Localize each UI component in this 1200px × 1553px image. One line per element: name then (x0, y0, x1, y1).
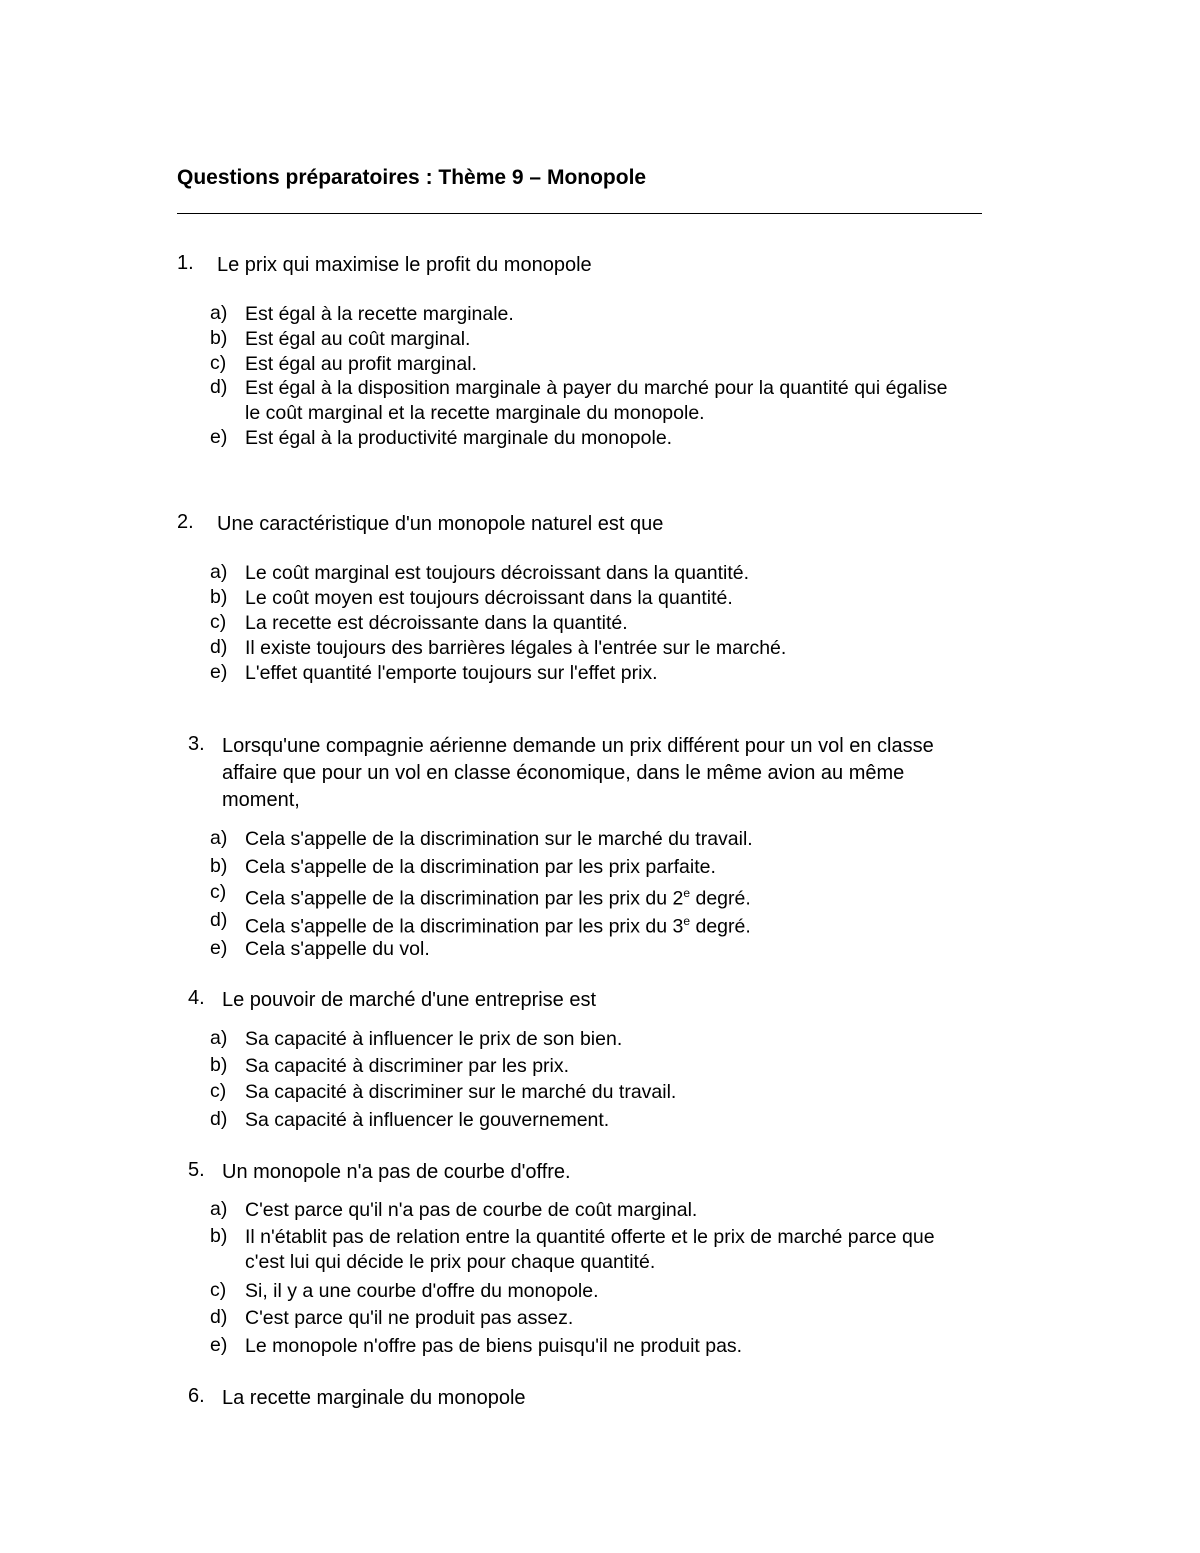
option-text-line: Cela s'appelle de la discrimination sur le marché du travail. (245, 828, 753, 850)
option-text-line: Cela s'appelle du vol. (245, 938, 430, 960)
option-text-main: Cela s'appelle de la discrimination par les prix du 2 (245, 887, 684, 910)
option-letter: b) (210, 586, 228, 608)
question-text (217, 511, 663, 538)
option-text (245, 611, 628, 636)
option-letter: a) (210, 1198, 228, 1220)
option-text (245, 909, 751, 939)
option-letter: c) (210, 352, 227, 374)
option-text-line: Si, il y a une courbe d'offre du monopole. (245, 1280, 599, 1302)
option-letter: e) (210, 937, 228, 959)
option-letter: a) (210, 827, 228, 849)
option-text (245, 1080, 676, 1105)
option-letter: c) (210, 881, 227, 903)
option-text (245, 302, 514, 327)
question-number: 1. (177, 252, 194, 274)
option-letter: c) (210, 1279, 227, 1301)
option-text (245, 561, 749, 586)
question-number: 2. (177, 511, 194, 533)
question-text-line: Lorsqu'une compagnie aérienne demande un prix différent pour un vol en classe (222, 735, 934, 757)
option-text (245, 376, 947, 425)
option-letter: d) (210, 1306, 228, 1328)
option-text (245, 586, 733, 611)
option-text-line: Sa capacité à discriminer sur le marché du travail. (245, 1081, 677, 1103)
option-text-line: Est égal à la disposition marginale à payer du marché pour la quantité qui égalise (245, 377, 948, 399)
question-number: 4. (188, 987, 205, 1009)
option-text-line: Le coût marginal est toujours décroissant dans la quantité. (245, 562, 750, 584)
option-text-line: Sa capacité à influencer le prix de son bien. (245, 1028, 623, 1050)
option-letter: e) (210, 661, 228, 683)
option-text-line: L'effet quantité l'emporte toujours sur l'effet prix. (245, 662, 658, 684)
question-number: 6. (188, 1385, 205, 1407)
option-text (245, 937, 430, 962)
option-letter: c) (210, 1080, 227, 1102)
option-text-line: Est égal au profit marginal. (245, 353, 477, 375)
option-text (245, 1225, 935, 1274)
option-text-line: Le monopole n'offre pas de biens puisqu'il ne produit pas. (245, 1335, 743, 1357)
option-text (245, 1054, 569, 1079)
option-letter: b) (210, 327, 228, 349)
option-text (245, 1306, 573, 1331)
option-text (245, 881, 751, 911)
question-text (222, 1385, 526, 1412)
option-text (245, 1108, 609, 1133)
option-superscript: e (683, 914, 691, 928)
option-letter: e) (210, 426, 228, 448)
option-text (245, 1027, 622, 1052)
option-letter: b) (210, 1054, 228, 1076)
option-text-line: Est égal à la recette marginale. (245, 303, 514, 325)
question-text (217, 252, 592, 279)
option-letter: a) (210, 302, 228, 324)
option-text-line: c'est lui qui décide le prix pour chaque quantité. (245, 1250, 656, 1273)
option-text (245, 352, 477, 377)
page-title: Questions préparatoires : Thème 9 – Monopole (177, 166, 647, 189)
title-underline (177, 213, 982, 214)
question-text-line: Un monopole n'a pas de courbe d'offre. (222, 1161, 571, 1183)
option-text-line: Le coût moyen est toujours décroissant dans la quantité. (245, 587, 733, 609)
question-text (222, 1159, 571, 1186)
option-text (245, 827, 753, 852)
option-text-line: Cela s'appelle de la discrimination par les prix parfaite. (245, 856, 716, 878)
option-text-line: le coût marginal et la recette marginale du monopole. (245, 401, 705, 424)
question-text-line: moment, (222, 789, 300, 811)
option-text (245, 661, 658, 686)
option-letter: d) (210, 376, 228, 398)
option-text-line: Est égal à la productivité marginale du monopole. (245, 427, 673, 449)
question-number: 5. (188, 1159, 205, 1181)
option-text (245, 1334, 742, 1359)
option-superscript: e (683, 886, 691, 900)
option-text-line: Il n'établit pas de relation entre la quantité offerte et le prix de marché parce que (245, 1226, 935, 1248)
option-text-main: Cela s'appelle de la discrimination par les prix du 3 (245, 915, 684, 938)
option-letter: a) (210, 561, 228, 583)
question-text (222, 733, 934, 814)
option-text (245, 855, 716, 880)
option-text (245, 426, 672, 451)
question-text-line: Une caractéristique d'un monopole naturel est que (217, 513, 664, 535)
option-text-line: Sa capacité à discriminer par les prix. (245, 1055, 570, 1077)
option-text (245, 636, 786, 661)
option-text-line: Est égal au coût marginal. (245, 328, 471, 350)
option-text (245, 327, 470, 352)
option-text-line: Sa capacité à influencer le gouvernement. (245, 1109, 610, 1131)
question-text-line: affaire que pour un vol en classe économique, dans le même avion au même (222, 762, 905, 784)
option-letter: b) (210, 855, 228, 877)
option-text-line: Il existe toujours des barrières légales à l'entrée sur le marché. (245, 637, 787, 659)
option-text-suffix: degré. (690, 915, 751, 938)
question-text (222, 987, 596, 1014)
option-letter: b) (210, 1225, 228, 1247)
option-letter: d) (210, 1108, 228, 1130)
question-text-line: Le pouvoir de marché d'une entreprise est (222, 989, 597, 1011)
option-text-suffix: degré. (690, 887, 751, 910)
question-number: 3. (188, 733, 205, 755)
option-letter: a) (210, 1027, 228, 1049)
option-letter: d) (210, 636, 228, 658)
option-text-line: C'est parce qu'il ne produit pas assez. (245, 1307, 574, 1329)
option-letter: d) (210, 909, 228, 931)
option-text-line: C'est parce qu'il n'a pas de courbe de coût marginal. (245, 1199, 698, 1221)
option-text (245, 1279, 599, 1304)
option-letter: c) (210, 611, 227, 633)
question-text-line: Le prix qui maximise le profit du monopole (217, 254, 592, 276)
option-text (245, 1198, 697, 1223)
option-text-line: La recette est décroissante dans la quantité. (245, 612, 628, 634)
question-text-line: La recette marginale du monopole (222, 1387, 526, 1409)
option-letter: e) (210, 1334, 228, 1356)
